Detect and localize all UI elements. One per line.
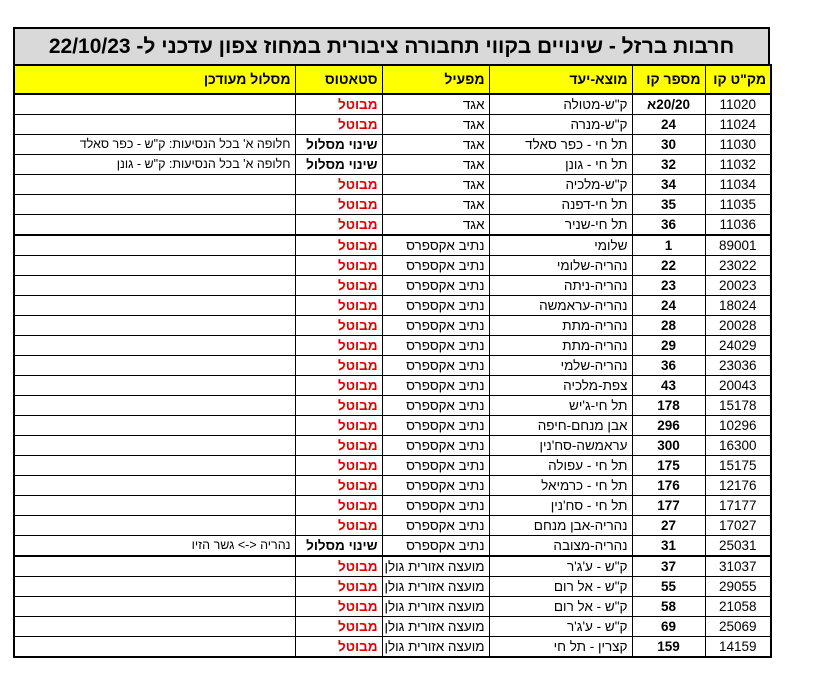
operator-cell: נתיב אקספרס — [382, 235, 489, 256]
origin-dest-cell: ק"ש - אל רום — [489, 597, 632, 617]
makat-cell: 11032 — [705, 155, 771, 175]
line-number-cell: 176 — [632, 476, 705, 496]
status-cell: מבוטל — [295, 577, 382, 597]
table-row — [14, 155, 771, 175]
status-cell: מבוטל — [295, 556, 382, 577]
origin-dest-cell: תל חי - עפולה — [489, 456, 632, 476]
operator-cell: נתיב אקספרס — [382, 316, 489, 336]
origin-dest-cell: תל חי - כפר סאלד — [489, 135, 632, 155]
line-number-cell: 1 — [632, 235, 705, 256]
table-row — [14, 235, 771, 256]
line-number-cell: 69 — [632, 617, 705, 637]
status-cell: מבוטל — [295, 396, 382, 416]
operator-cell: נתיב אקספרס — [382, 536, 489, 557]
status-cell: מבוטל — [295, 416, 382, 436]
table-row — [14, 94, 771, 115]
updated-route-cell — [14, 94, 295, 115]
origin-dest-cell: נהריה-עראמשה — [489, 296, 632, 316]
makat-cell: 16300 — [705, 436, 771, 456]
operator-cell: מועצה אזורית גולן — [382, 556, 489, 577]
line-number-cell: 300 — [632, 436, 705, 456]
origin-dest-cell: נהריה-ניתה — [489, 276, 632, 296]
line-number-cell: 36 — [632, 356, 705, 376]
updated-route-cell — [14, 296, 295, 316]
makat-cell: 20023 — [705, 276, 771, 296]
operator-cell: נתיב אקספרס — [382, 396, 489, 416]
line-number-cell: 30 — [632, 135, 705, 155]
origin-dest-cell: שלומי — [489, 235, 632, 256]
line-number-cell: 159 — [632, 637, 705, 658]
lines-table — [13, 64, 772, 658]
line-number-cell: 36 — [632, 215, 705, 236]
origin-dest-cell: תל חי-ג'יש — [489, 396, 632, 416]
operator-cell: נתיב אקספרס — [382, 516, 489, 536]
origin-dest-cell: ק"ש-מטולה — [489, 94, 632, 115]
line-number-cell: 37 — [632, 556, 705, 577]
line-number-cell: 31 — [632, 536, 705, 557]
updated-route-cell — [14, 516, 295, 536]
updated-route-cell — [14, 556, 295, 577]
operator-cell: מועצה אזורית גולן — [382, 597, 489, 617]
updated-route-cell — [14, 356, 295, 376]
operator-cell: אגד — [382, 195, 489, 215]
operator-cell: נתיב אקספרס — [382, 456, 489, 476]
updated-route-cell — [14, 436, 295, 456]
updated-route-cell — [14, 235, 295, 256]
makat-cell: 11035 — [705, 195, 771, 215]
operator-cell: אגד — [382, 155, 489, 175]
header-updated-route: מסלול מעודכן — [14, 65, 295, 94]
updated-route-cell — [14, 416, 295, 436]
origin-dest-cell: נהריה-מתת — [489, 316, 632, 336]
table-row — [14, 215, 771, 236]
header-origin-dest: מוצא-יעד — [489, 65, 632, 94]
table-row — [14, 536, 771, 557]
line-number-cell: 58 — [632, 597, 705, 617]
makat-cell: 15178 — [705, 396, 771, 416]
schedule-sheet — [13, 27, 770, 658]
table-row — [14, 356, 771, 376]
table-row — [14, 416, 771, 436]
updated-route-cell — [14, 577, 295, 597]
makat-cell: 21058 — [705, 597, 771, 617]
status-cell: מבוטל — [295, 376, 382, 396]
table-body — [14, 94, 771, 657]
status-cell: מבוטל — [295, 637, 382, 658]
operator-cell: אגד — [382, 94, 489, 115]
operator-cell: נתיב אקספרס — [382, 436, 489, 456]
updated-route-cell: חלופה א' בכל הנסיעות: ק"ש - כפר סאלד — [14, 135, 295, 155]
line-number-cell: 24 — [632, 115, 705, 135]
status-cell: שינוי מסלול — [295, 536, 382, 557]
updated-route-cell — [14, 496, 295, 516]
line-number-cell: 24 — [632, 296, 705, 316]
updated-route-cell — [14, 456, 295, 476]
line-number-cell: 177 — [632, 496, 705, 516]
line-number-cell: 28 — [632, 316, 705, 336]
makat-cell: 11020 — [705, 94, 771, 115]
makat-cell: 23036 — [705, 356, 771, 376]
updated-route-cell — [14, 617, 295, 637]
makat-cell: 23022 — [705, 256, 771, 276]
table-row — [14, 617, 771, 637]
makat-cell: 17177 — [705, 496, 771, 516]
makat-cell: 20043 — [705, 376, 771, 396]
makat-cell: 15175 — [705, 456, 771, 476]
sheet-title: חרבות ברזל - שינויים בקווי תחבורה ציבורית במחוז צפון עדכני ל- 22/10/23 — [13, 27, 770, 64]
operator-cell: נתיב אקספרס — [382, 256, 489, 276]
origin-dest-cell: נהריה-שלמי — [489, 356, 632, 376]
makat-cell: 11024 — [705, 115, 771, 135]
line-number-cell: 43 — [632, 376, 705, 396]
makat-cell: 29055 — [705, 577, 771, 597]
operator-cell: נתיב אקספרס — [382, 336, 489, 356]
origin-dest-cell: ק"ש - ע'ג'ר — [489, 556, 632, 577]
makat-cell: 25031 — [705, 536, 771, 557]
operator-cell: אגד — [382, 135, 489, 155]
origin-dest-cell: ק"ש - ע'ג'ר — [489, 617, 632, 637]
table-row — [14, 276, 771, 296]
table-row — [14, 516, 771, 536]
table-row — [14, 175, 771, 195]
updated-route-cell — [14, 597, 295, 617]
operator-cell: נתיב אקספרס — [382, 376, 489, 396]
origin-dest-cell: ק"ש-מנרה — [489, 115, 632, 135]
table-row — [14, 556, 771, 577]
line-number-cell: 29 — [632, 336, 705, 356]
status-cell: מבוטל — [295, 175, 382, 195]
operator-cell: מועצה אזורית גולן — [382, 577, 489, 597]
status-cell: מבוטל — [295, 115, 382, 135]
origin-dest-cell: ק"ש-מלכיה — [489, 175, 632, 195]
operator-cell: נתיב אקספרס — [382, 476, 489, 496]
line-number-cell: 23 — [632, 276, 705, 296]
table-row — [14, 256, 771, 276]
table-row — [14, 476, 771, 496]
origin-dest-cell: צפת-מלכיה — [489, 376, 632, 396]
makat-cell: 10296 — [705, 416, 771, 436]
status-cell: מבוטל — [295, 276, 382, 296]
updated-route-cell — [14, 195, 295, 215]
table-row — [14, 316, 771, 336]
operator-cell: נתיב אקספרס — [382, 416, 489, 436]
operator-cell: נתיב אקספרס — [382, 496, 489, 516]
table-row — [14, 496, 771, 516]
makat-cell: 14159 — [705, 637, 771, 658]
status-cell: מבוטל — [295, 496, 382, 516]
line-number-cell: 32 — [632, 155, 705, 175]
status-cell: מבוטל — [295, 256, 382, 276]
updated-route-cell: חלופה א' בכל הנסיעות: ק"ש - גונן — [14, 155, 295, 175]
makat-cell: 31037 — [705, 556, 771, 577]
table-row — [14, 577, 771, 597]
operator-cell: אגד — [382, 215, 489, 236]
operator-cell: אגד — [382, 115, 489, 135]
status-cell: מבוטל — [295, 336, 382, 356]
status-cell: מבוטל — [295, 235, 382, 256]
updated-route-cell — [14, 396, 295, 416]
operator-cell: מועצה אזורית גולן — [382, 637, 489, 658]
makat-cell: 11036 — [705, 215, 771, 236]
header-makat: מק"ט קו — [705, 65, 771, 94]
status-cell: מבוטל — [295, 215, 382, 236]
header-status: סטאטוס — [295, 65, 382, 94]
operator-cell: אגד — [382, 175, 489, 195]
table-header-row — [14, 65, 771, 94]
origin-dest-cell: אבן מנחם-חיפה — [489, 416, 632, 436]
origin-dest-cell: תל חי - סח'נין — [489, 496, 632, 516]
origin-dest-cell: נהריה-מצובה — [489, 536, 632, 557]
origin-dest-cell: תל חי-שניר — [489, 215, 632, 236]
operator-cell: נתיב אקספרס — [382, 276, 489, 296]
updated-route-cell — [14, 376, 295, 396]
table-row — [14, 436, 771, 456]
origin-dest-cell: נהריה-שלומי — [489, 256, 632, 276]
origin-dest-cell: ק"ש - אל רום — [489, 577, 632, 597]
table-row — [14, 396, 771, 416]
makat-cell: 11034 — [705, 175, 771, 195]
line-number-cell: 296 — [632, 416, 705, 436]
line-number-cell: 34 — [632, 175, 705, 195]
origin-dest-cell: תל חי - גונן — [489, 155, 632, 175]
makat-cell: 11030 — [705, 135, 771, 155]
line-number-cell: 27 — [632, 516, 705, 536]
updated-route-cell — [14, 276, 295, 296]
status-cell: מבוטל — [295, 296, 382, 316]
table-row — [14, 456, 771, 476]
origin-dest-cell: עראמשה-סח'נין — [489, 436, 632, 456]
status-cell: מבוטל — [295, 617, 382, 637]
updated-route-cell — [14, 256, 295, 276]
line-number-cell: 35 — [632, 195, 705, 215]
status-cell: מבוטל — [295, 476, 382, 496]
updated-route-cell — [14, 316, 295, 336]
table-row — [14, 376, 771, 396]
status-cell: מבוטל — [295, 516, 382, 536]
origin-dest-cell: נהריה-אבן מנחם — [489, 516, 632, 536]
table-row — [14, 637, 771, 658]
status-cell: שינוי מסלול — [295, 135, 382, 155]
makat-cell: 89001 — [705, 235, 771, 256]
updated-route-cell: נהריה <-> גשר הזיו — [14, 536, 295, 557]
table-row — [14, 597, 771, 617]
table-row — [14, 135, 771, 155]
makat-cell: 12176 — [705, 476, 771, 496]
table-row — [14, 336, 771, 356]
status-cell: מבוטל — [295, 316, 382, 336]
line-number-cell: 55 — [632, 577, 705, 597]
status-cell: מבוטל — [295, 456, 382, 476]
origin-dest-cell: תל חי - כרמיאל — [489, 476, 632, 496]
table-row — [14, 115, 771, 135]
operator-cell: נתיב אקספרס — [382, 356, 489, 376]
status-cell: מבוטל — [295, 356, 382, 376]
header-operator: מפעיל — [382, 65, 489, 94]
origin-dest-cell: נהריה-מתת — [489, 336, 632, 356]
status-cell: מבוטל — [295, 195, 382, 215]
origin-dest-cell: תל חי-דפנה — [489, 195, 632, 215]
updated-route-cell — [14, 476, 295, 496]
line-number-cell: 22 — [632, 256, 705, 276]
origin-dest-cell: קצרין - תל חי — [489, 637, 632, 658]
operator-cell: נתיב אקספרס — [382, 296, 489, 316]
makat-cell: 18024 — [705, 296, 771, 316]
table-row — [14, 296, 771, 316]
line-number-cell: 175 — [632, 456, 705, 476]
table-row — [14, 195, 771, 215]
status-cell: מבוטל — [295, 436, 382, 456]
header-line-number: מספר קו — [632, 65, 705, 94]
updated-route-cell — [14, 115, 295, 135]
updated-route-cell — [14, 637, 295, 658]
makat-cell: 24029 — [705, 336, 771, 356]
operator-cell: מועצה אזורית גולן — [382, 617, 489, 637]
makat-cell: 17027 — [705, 516, 771, 536]
line-number-cell: 178 — [632, 396, 705, 416]
makat-cell: 20028 — [705, 316, 771, 336]
updated-route-cell — [14, 175, 295, 195]
status-cell: מבוטל — [295, 94, 382, 115]
status-cell: מבוטל — [295, 597, 382, 617]
status-cell: שינוי מסלול — [295, 155, 382, 175]
updated-route-cell — [14, 336, 295, 356]
updated-route-cell — [14, 215, 295, 236]
line-number-cell: 20/20א — [632, 94, 705, 115]
makat-cell: 25069 — [705, 617, 771, 637]
